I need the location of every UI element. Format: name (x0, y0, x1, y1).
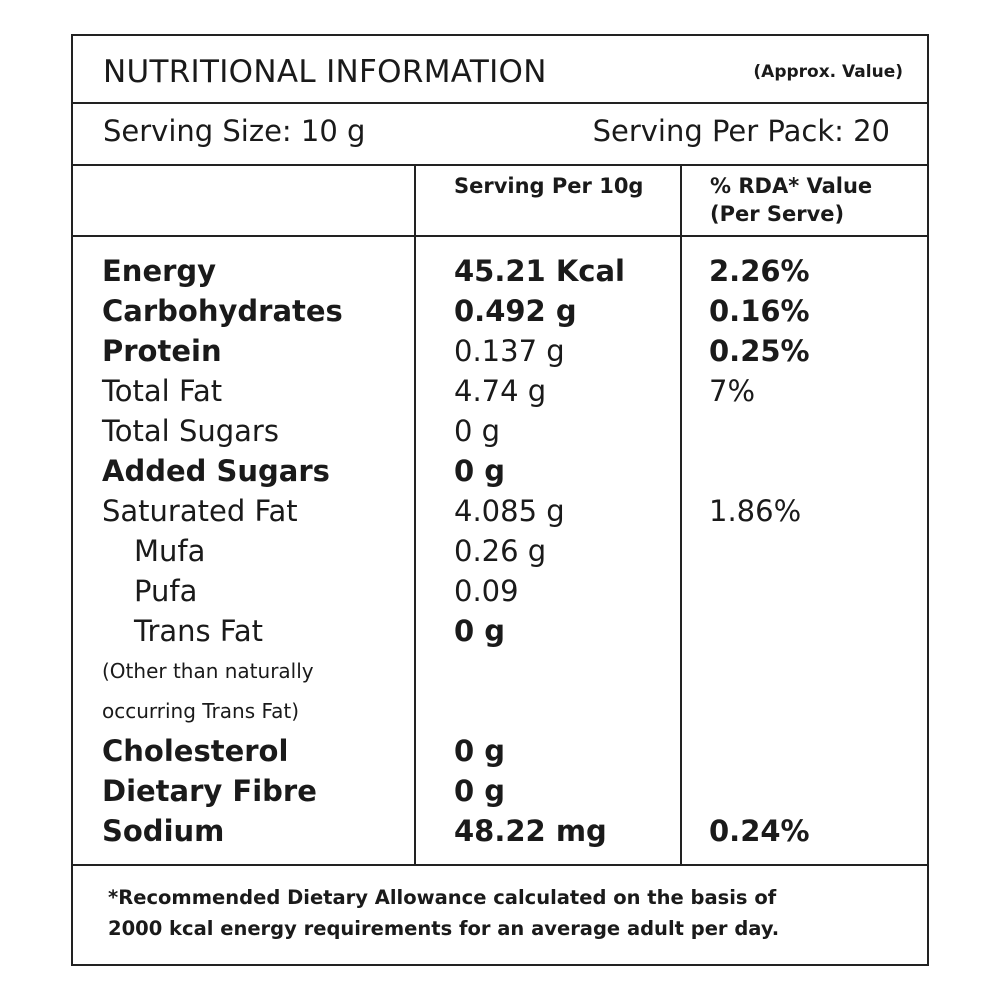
table-row (73, 451, 927, 491)
nutrient-name: Sodium (102, 814, 225, 848)
nutrient-name: Cholesterol (102, 734, 289, 768)
table-row (73, 731, 927, 771)
divider (73, 164, 927, 166)
nutrient-name: Total Fat (102, 374, 223, 408)
divider (73, 864, 927, 866)
nutrient-value: 4.085 g (454, 494, 565, 528)
table-row-note (73, 651, 927, 691)
table-row (73, 771, 927, 811)
nutrient-rda: 7% (709, 374, 756, 408)
serving-size: Serving Size: 10 g (103, 114, 366, 148)
panel-title: NUTRITIONAL INFORMATION (103, 54, 547, 90)
footnote-line: *Recommended Dietary Allowance calculated on the basis of (108, 886, 777, 909)
nutrient-value: 4.74 g (454, 374, 547, 408)
nutrient-value: 48.22 mg (454, 814, 607, 848)
footnote (108, 882, 779, 944)
nutrient-value: 0 g (454, 774, 506, 808)
nutrient-name: Dietary Fibre (102, 774, 317, 808)
nutrient-value: 0 g (454, 614, 506, 648)
nutrient-name: Carbohydrates (102, 294, 343, 328)
nutrient-name: Total Sugars (102, 414, 279, 448)
nutrient-name: Trans Fat (134, 614, 264, 648)
table-row (73, 291, 927, 331)
nutrient-value: 0 g (454, 454, 506, 488)
table-row-note (73, 691, 927, 731)
nutrient-note: (Other than naturally (102, 659, 314, 683)
nutrient-value: 45.21 Kcal (454, 254, 625, 288)
nutrient-name: Energy (102, 254, 217, 288)
nutrient-value: 0.492 g (454, 294, 577, 328)
divider (73, 102, 927, 104)
nutrient-table (73, 251, 927, 851)
serving-per-pack: Serving Per Pack: 20 (592, 114, 890, 148)
table-row (73, 331, 927, 371)
nutrient-rda: 2.26% (709, 254, 810, 288)
nutrient-rda: 1.86% (709, 494, 802, 528)
table-row (73, 571, 927, 611)
table-row (73, 371, 927, 411)
nutrient-value: 0 g (454, 414, 501, 448)
nutrient-name: Added Sugars (102, 454, 330, 488)
nutrient-note: occurring Trans Fat) (102, 699, 300, 723)
nutrient-name: Protein (102, 334, 222, 368)
table-row (73, 491, 927, 531)
nutrient-rda: 0.25% (709, 334, 810, 368)
table-row (73, 531, 927, 571)
nutrient-rda: 0.24% (709, 814, 810, 848)
nutrient-value: 0.09 (454, 574, 519, 608)
table-row (73, 611, 927, 651)
approx-note: (Approx. Value) (753, 62, 903, 82)
nutrition-panel (71, 34, 929, 966)
nutrient-value: 0.26 g (454, 534, 547, 568)
table-row (73, 251, 927, 291)
column-header-rda: % RDA* Value (Per Serve) (710, 174, 873, 226)
table-row (73, 411, 927, 451)
nutrient-value: 0.137 g (454, 334, 565, 368)
nutrient-name: Saturated Fat (102, 494, 298, 528)
column-header-serving: Serving Per 10g (454, 174, 644, 198)
divider (73, 235, 927, 237)
table-row (73, 811, 927, 851)
nutrient-name: Mufa (134, 534, 206, 568)
nutrient-rda: 0.16% (709, 294, 810, 328)
footnote-line: 2000 kcal energy requirements for an average adult per day. (108, 917, 780, 940)
nutrient-name: Pufa (134, 574, 198, 608)
nutrient-value: 0 g (454, 734, 506, 768)
